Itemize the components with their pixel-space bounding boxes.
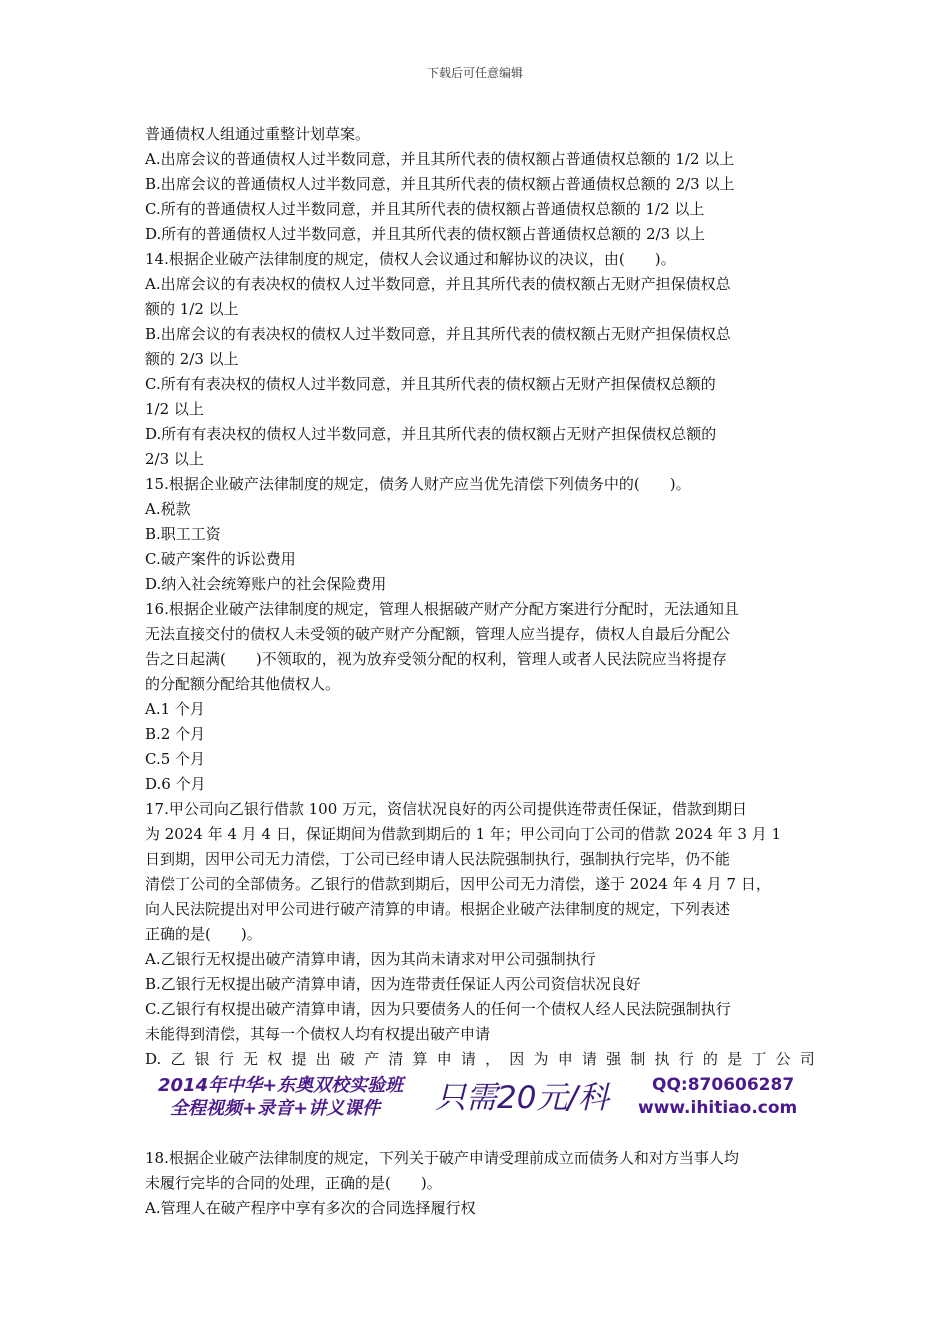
justified-char: 因 bbox=[509, 1050, 525, 1068]
text-line-justified bbox=[145, 1047, 815, 1072]
text-line: 额的 2/3 以上 bbox=[145, 350, 239, 368]
text-line: 未履行完毕的合同的处理，正确的是( )。 bbox=[145, 1174, 442, 1192]
text-line: 日到期，因甲公司无力清偿，丁公司已经申请人民法院强制执行，强制执行完毕，仍不能 bbox=[145, 850, 731, 868]
text-line: 正确的是( )。 bbox=[145, 925, 262, 943]
justified-char: 行 bbox=[678, 1050, 694, 1068]
banner-site: www.ihitiao.com bbox=[638, 1098, 798, 1118]
justified-char: 乙 bbox=[170, 1050, 186, 1068]
text-line: 无法直接交付的债权人未受领的破产财产分配额，管理人应当提存，债权人自最后分配公 bbox=[145, 625, 731, 643]
justified-char: 强 bbox=[606, 1050, 622, 1068]
text-line: A.出席会议的普通债权人过半数同意，并且其所代表的债权额占普通债权总额的 1/2 以上 bbox=[145, 150, 735, 168]
justified-char: 算 bbox=[412, 1050, 428, 1068]
document-body bbox=[145, 122, 815, 1072]
justified-char: 行 bbox=[218, 1050, 234, 1068]
text-line: B.2 个月 bbox=[145, 725, 206, 743]
advertisement-banner bbox=[150, 1074, 810, 1124]
text-line: 1/2 以上 bbox=[145, 400, 204, 418]
text-line: D.6 个月 bbox=[145, 775, 206, 793]
text-line: 告之日起满( )不领取的，视为放弃受领分配的权利，管理人或者人民法院应当将提存 bbox=[145, 650, 727, 668]
text-line: 15.根据企业破产法律制度的规定，债务人财产应当优先清偿下列债务中的( )。 bbox=[145, 475, 691, 493]
text-line: 16.根据企业破产法律制度的规定，管理人根据破产财产分配方案进行分配时，无法通知且 bbox=[145, 600, 739, 618]
text-line: A.出席会议的有表决权的债权人过半数同意，并且其所代表的债权额占无财产担保债权总 bbox=[145, 275, 731, 293]
justified-char: 执 bbox=[654, 1050, 670, 1068]
justified-char: ， bbox=[485, 1050, 501, 1068]
justified-char: 的 bbox=[702, 1050, 718, 1068]
justified-char: 请 bbox=[581, 1050, 597, 1068]
text-line: 清偿丁公司的全部债务。乙银行的借款到期后，因甲公司无力清偿，遂于 2024 年 4 月 7 日， bbox=[145, 875, 771, 893]
text-line: A.管理人在破产程序中享有多次的合同选择履行权 bbox=[145, 1199, 476, 1217]
text-line: C.乙银行有权提出破产清算申请，因为只要债务人的任何一个债权人经人民法院强制执行 bbox=[145, 1000, 731, 1018]
justified-char: 清 bbox=[388, 1050, 404, 1068]
text-line: D.纳入社会统筹账户的社会保险费用 bbox=[145, 575, 387, 593]
justified-char: 申 bbox=[557, 1050, 573, 1068]
justified-char: 提 bbox=[291, 1050, 307, 1068]
text-line: B.职工工资 bbox=[145, 525, 221, 543]
text-line: D.所有有表决权的债权人过半数同意，并且其所代表的债权额占无财产担保债权总额的 bbox=[145, 425, 717, 443]
banner-course-info bbox=[158, 1074, 403, 1120]
text-line: C.5 个月 bbox=[145, 750, 206, 768]
text-line: A.税款 bbox=[145, 500, 191, 518]
justified-char: 制 bbox=[630, 1050, 646, 1068]
text-line: 18.根据企业破产法律制度的规定，下列关于破产申请受理前成立而债务人和对方当事人均 bbox=[145, 1149, 739, 1167]
page-header: 下载后可任意编辑 bbox=[426, 66, 523, 80]
banner-contact bbox=[638, 1074, 797, 1120]
banner-price: 只需20元/科 bbox=[435, 1080, 609, 1116]
justified-char: 权 bbox=[267, 1050, 283, 1068]
justified-char: 请 bbox=[460, 1050, 476, 1068]
justified-char: 是 bbox=[727, 1050, 743, 1068]
text-line: 未能得到清偿，其每一个债权人均有权提出破产申请 bbox=[145, 1025, 491, 1043]
justified-char: 产 bbox=[364, 1050, 380, 1068]
text-line: A.乙银行无权提出破产清算申请，因为其尚未请求对甲公司强制执行 bbox=[145, 950, 596, 968]
justified-char: D. bbox=[145, 1050, 162, 1068]
justified-char: 公 bbox=[775, 1050, 791, 1068]
justified-char: 丁 bbox=[751, 1050, 767, 1068]
justified-char: 出 bbox=[315, 1050, 331, 1068]
banner-line1: 2014年中华+东奥双校实验班 bbox=[158, 1075, 404, 1096]
text-line: 向人民法院提出对甲公司进行破产清算的申请。根据企业破产法律制度的规定，下列表述 bbox=[145, 900, 731, 918]
banner-qq: QQ:870606287 bbox=[652, 1075, 795, 1095]
justified-char: 无 bbox=[243, 1050, 259, 1068]
text-line: 额的 1/2 以上 bbox=[145, 300, 239, 318]
justified-char: 为 bbox=[533, 1050, 549, 1068]
text-line: 17.甲公司向乙银行借款 100 万元，资信状况良好的丙公司提供连带责任保证，借款到期日 bbox=[145, 800, 748, 818]
document-body-continued bbox=[145, 1146, 815, 1221]
text-line: 2/3 以上 bbox=[145, 450, 204, 468]
banner-line2: 全程视频+录音+讲义课件 bbox=[170, 1098, 381, 1119]
text-line: C.破产案件的诉讼费用 bbox=[145, 550, 296, 568]
text-line: C.所有有表决权的债权人过半数同意，并且其所代表的债权额占无财产担保债权总额的 bbox=[145, 375, 716, 393]
justified-char: 破 bbox=[339, 1050, 355, 1068]
justified-char: 申 bbox=[436, 1050, 452, 1068]
text-line: D.所有的普通债权人过半数同意，并且其所代表的债权额占普通债权总额的 2/3 以上 bbox=[145, 225, 705, 243]
text-line: B.出席会议的普通债权人过半数同意，并且其所代表的债权额占普通债权总额的 2/3 以上 bbox=[145, 175, 735, 193]
text-line: B.出席会议的有表决权的债权人过半数同意，并且其所代表的债权额占无财产担保债权总 bbox=[145, 325, 731, 343]
text-line: 的分配额分配给其他债权人。 bbox=[145, 675, 341, 693]
text-line: C.所有的普通债权人过半数同意，并且其所代表的债权额占普通债权总额的 1/2 以上 bbox=[145, 200, 705, 218]
justified-char: 银 bbox=[194, 1050, 210, 1068]
text-line: 普通债权人组通过重整计划草案。 bbox=[145, 125, 371, 143]
justified-char: 司 bbox=[799, 1050, 815, 1068]
text-line: 为 2024 年 4 月 4 日，保证期间为借款到期后的 1 年；甲公司向丁公司的借款 2024 年 3 月 1 bbox=[145, 825, 782, 843]
text-line: 14.根据企业破产法律制度的规定，债权人会议通过和解协议的决议，由( )。 bbox=[145, 250, 676, 268]
text-line: A.1 个月 bbox=[145, 700, 205, 718]
text-line: B.乙银行无权提出破产清算申请，因为连带责任保证人丙公司资信状况良好 bbox=[145, 975, 641, 993]
